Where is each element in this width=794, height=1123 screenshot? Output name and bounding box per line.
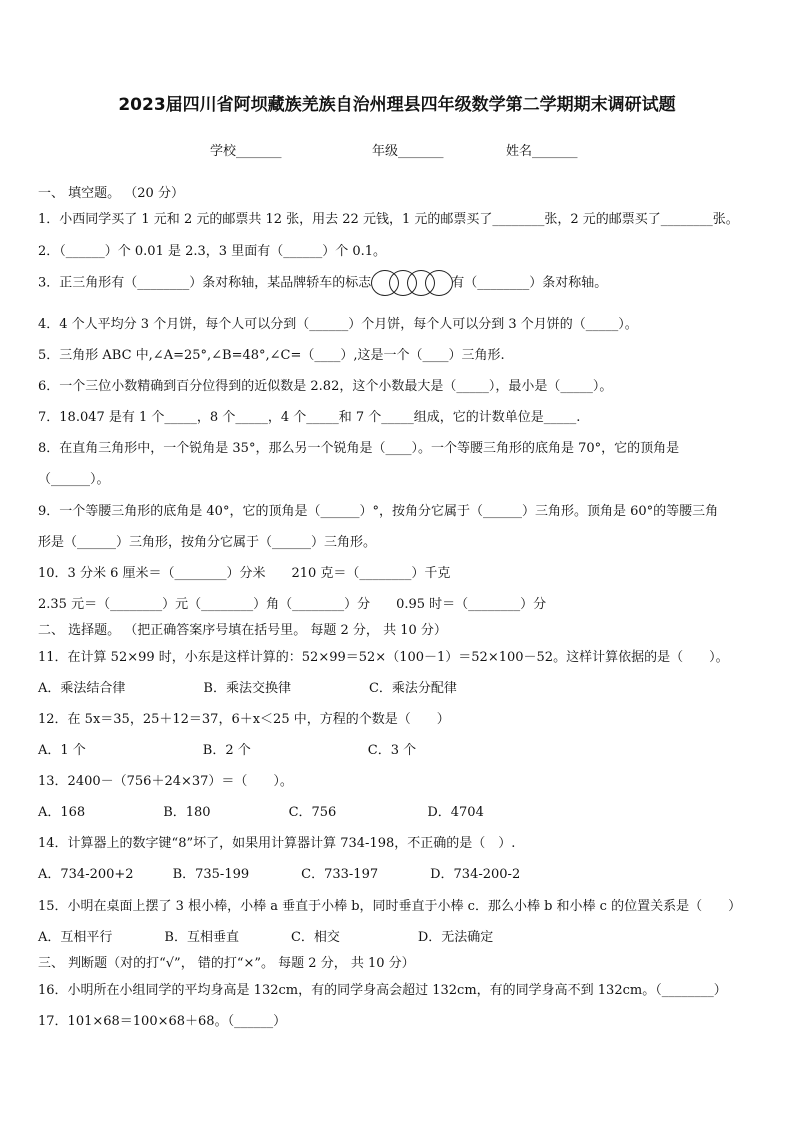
section-heading-choice: 二、 选择题。 （把正确答案序号填在括号里。 每题 2 分， 共 10 分） xyxy=(38,623,447,638)
question-13-options: A．168 B．180 C．756 D．4704 xyxy=(38,805,484,820)
question-8-line-2: （______）。 xyxy=(38,472,110,487)
question-10-line-2: 2.35 元＝（________）元（________）角（________）分 0.95 时＝（________）分 xyxy=(38,597,547,612)
question-3-text-before: 3．正三角形有（________）条对称轴，某品牌轿车的标志 xyxy=(38,275,372,291)
grade-field: 年级_______ xyxy=(372,144,444,159)
question-7: 7．18.047 是有 1 个_____，8 个_____，4 个_____和 7 个_____组成，它的计数单位是_____. xyxy=(38,410,581,425)
question-3 xyxy=(38,270,607,296)
question-9-line-2: 形是（______）三角形，按角分它属于（______）三角形。 xyxy=(38,535,377,550)
question-13: 13．2400－（756＋24×37）＝（ ）。 xyxy=(38,774,293,789)
question-16: 16．小明所在小组同学的平均身高是 132cm，有的同学身高会超过 132cm，有的同学身高不到 132cm。（________） xyxy=(38,983,727,998)
question-3-text-after: 有（________）条对称轴。 xyxy=(451,275,608,291)
question-4: 4．4 个人平均分 3 个月饼，每个人可以分到（______）个月饼，每个人可以分到 3 个月饼的（_____）。 xyxy=(38,317,638,332)
school-field: 学校_______ xyxy=(210,144,282,159)
question-9-line-1: 9．一个等腰三角形的底角是 40°，它的顶角是（______）°，按角分它属于（______）三角形。顶角是 60°的等腰三角 xyxy=(38,504,719,519)
question-17: 17．101×68＝100×68＋68。（______） xyxy=(38,1014,287,1029)
name-field: 姓名_______ xyxy=(506,144,578,159)
question-2: 2．（______）个 0.01 是 2.3，3 里面有（______）个 0.1。 xyxy=(38,244,386,259)
section-heading-fill: 一、 填空题。 （20 分） xyxy=(38,186,184,201)
question-15-options: A．互相平行 B．互相垂直 C．相交 D．无法确定 xyxy=(38,930,494,945)
question-15: 15．小明在桌面上摆了 3 根小棒，小棒 a 垂直于小棒 b，同时垂直于小棒 c．那么小棒 b 和小棒 c 的位置关系是（ ） xyxy=(38,899,742,914)
car-logo-rings-icon xyxy=(371,270,451,296)
question-11: 11．在计算 52×99 时，小东是这样计算的：52×99＝52×（100－1）＝52×100－52。这样计算依据的是（ ）。 xyxy=(38,650,729,665)
question-14-options: A．734-200+2 B．735-199 C．733-197 D．734-200-2 xyxy=(38,867,521,882)
question-6: 6．一个三位小数精确到百分位得到的近似数是 2.82，这个小数最大是（_____），最小是（_____）。 xyxy=(38,379,613,394)
question-12-options: A．1 个 B．2 个 C．3 个 xyxy=(38,743,417,758)
section-heading-judge: 三、 判断题（对的打“√”， 错的打“×”。 每题 2 分， 共 10 分） xyxy=(38,956,415,971)
page-title: 2023届四川省阿坝藏族羌族自治州理县四年级数学第二学期期末调研试题 xyxy=(118,95,676,115)
question-10-line-1: 10．3 分米 6 厘米＝（________）分米 210 克＝（________）千克 xyxy=(38,566,451,581)
question-5: 5．三角形 ABC 中,∠A=25°,∠B=48°,∠C=（____）,这是一个（____）三角形. xyxy=(38,348,505,363)
question-14: 14．计算器上的数字键“8”坏了，如果用计算器计算 734-198，不正确的是（ ）. xyxy=(38,836,516,851)
question-8-line-1: 8．在直角三角形中，一个锐角是 35°，那么另一个锐角是（____）。一个等腰三角形的底角是 70°，它的顶角是 xyxy=(38,441,680,456)
question-1: 1．小西同学买了 1 元和 2 元的邮票共 12 张，用去 22 元钱，1 元的邮票买了________张，2 元的邮票买了________张。 xyxy=(38,212,739,227)
question-11-options: A．乘法结合律 B．乘法交换律 C．乘法分配律 xyxy=(38,681,457,696)
question-12: 12．在 5x＝35，25＋12＝37，6＋x＜25 中，方程的个数是（ ） xyxy=(38,712,450,727)
